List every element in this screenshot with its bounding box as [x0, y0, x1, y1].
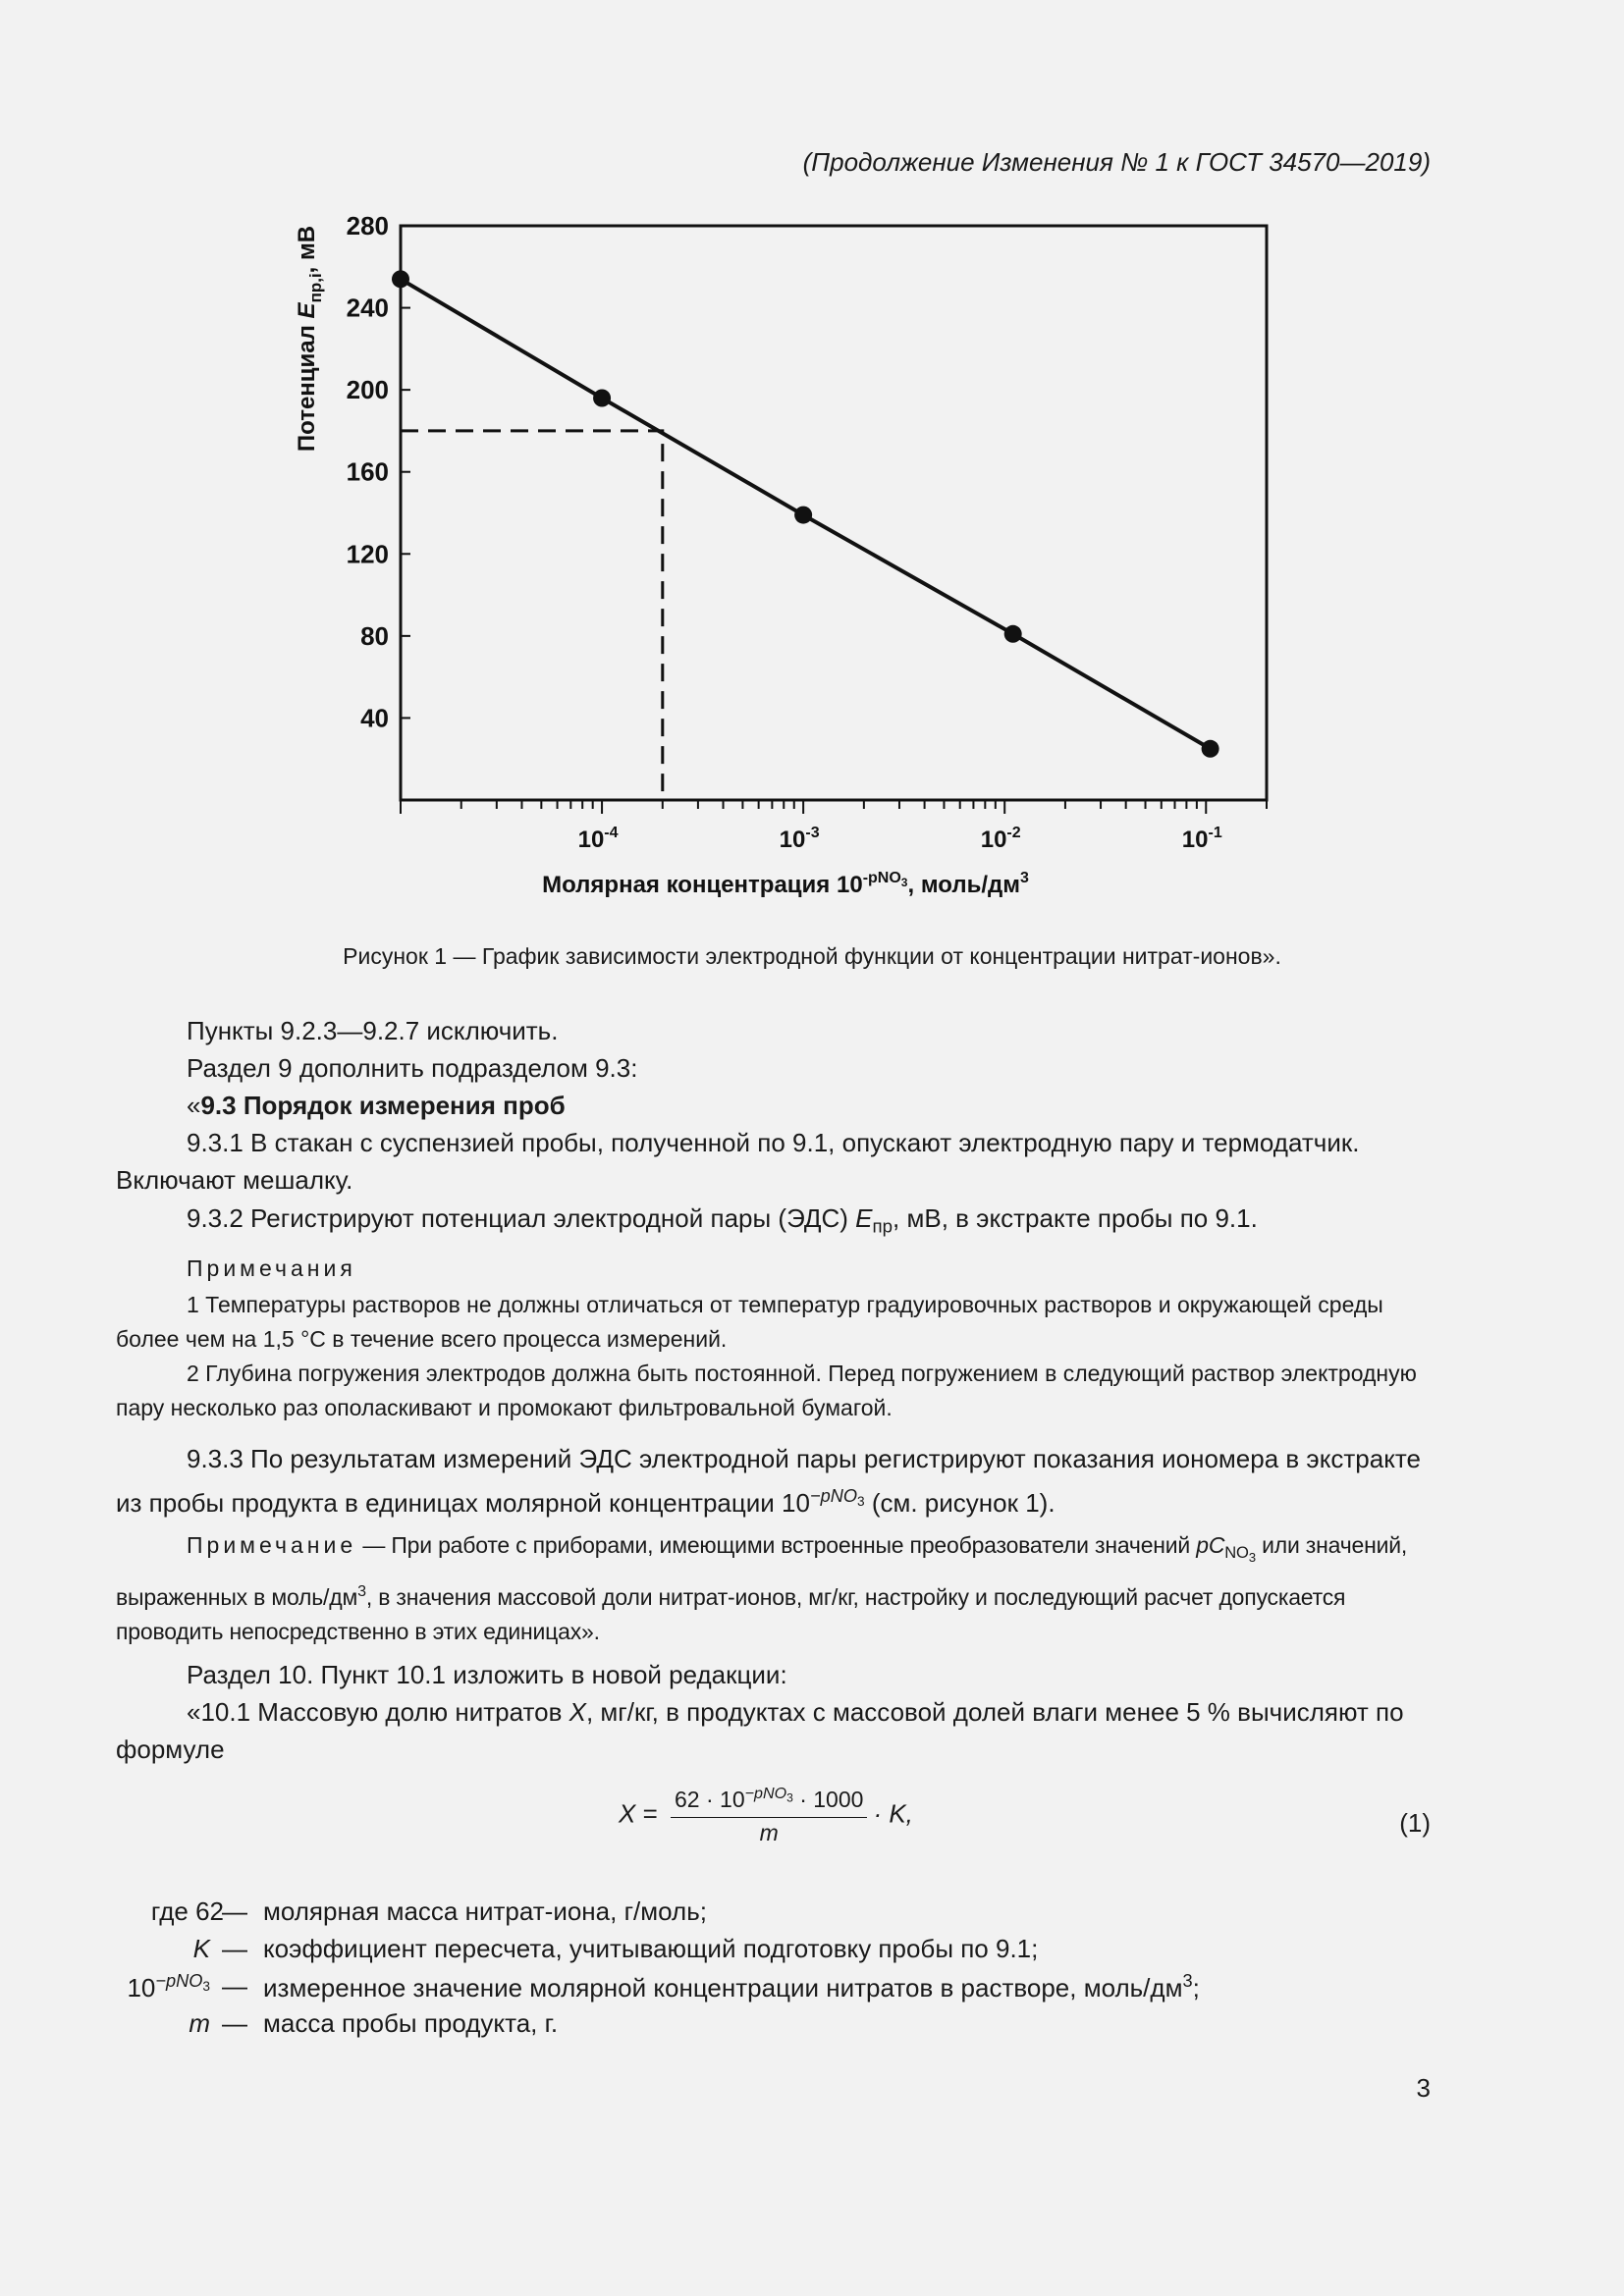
reference-dashed-line — [401, 431, 663, 800]
chart-marks — [392, 270, 1219, 800]
data-point — [1202, 740, 1219, 758]
y-tick-label: 240 — [346, 293, 389, 323]
paragraph-section-10: Раздел 10. Пункт 10.1 изложить в новой редакции: — [187, 1660, 787, 1689]
formula-numerator: $62 \cdot 10^{-pNO_3} \cdot 1000$ — [671, 1785, 867, 1818]
section-heading — [116, 1087, 1432, 1124]
y-tick-label: 160 — [346, 456, 389, 487]
paragraph-9-3-3: 9.3.3 По результатам измерений ЭДС электродной пары регистрируют показания иономера в экстракте из пробы продукта в единицах молярной концентрации $10^{-pNO_3}$ (см. рисунок 1). — [116, 1444, 1421, 1518]
y-tick-label: 200 — [346, 375, 389, 405]
note-3: Примечание — При работе с приборами, имеющими встроенные преобразователи значений $pC_{NO_3}$ или значений, выраженных в моль/$дм^3$, в значения массовой доли нитрат-ионов, мг/кг, настройку и последующий расчет допускается проводить непосредственно в этих единицах». — [116, 1532, 1408, 1644]
formula-denominator: m — [759, 1819, 779, 1845]
y-tick-label: 80 — [360, 620, 389, 651]
formula-lhs: X — [619, 1798, 636, 1829]
plot-frame — [401, 226, 1267, 800]
chart-ylabel: Потенциал $E_{пр,i}$, мВ — [294, 225, 325, 453]
formula-legend: где 62 — молярная масса нитрат-иона, г/моль; K — коэффициент пересчета, учитывающий подготовку пробы по 9.1; $10^{-pNO_3}$ — измеренное значение молярной концентрации нитратов в растворе, моль/$дм^3$; m — масса пробы продукта, г. — [127, 1896, 1200, 2038]
x-tick-label: $10^{-2}$ — [980, 825, 1021, 853]
y-tick-label: 280 — [346, 211, 389, 240]
data-point — [593, 390, 611, 407]
paragraph-exclude: Пункты 9.2.3—9.2.7 исключить. — [187, 1016, 559, 1045]
data-point — [1004, 625, 1022, 643]
note-2: 2 Глубина погружения электродов должна быть постоянной. Перед погружением в следующий раствор электродную пару несколько раз ополаскивают и промокают фильтровальной бумагой. — [116, 1361, 1417, 1420]
y-tick-label: 40 — [360, 703, 389, 733]
quote-mark: « — [187, 1091, 201, 1120]
y-tick-label: 120 — [346, 539, 389, 569]
formula-fraction — [671, 1785, 867, 1846]
data-point — [794, 507, 812, 524]
page-header: (Продолжение Изменения № 1 к ГОСТ 34570—2019) — [802, 147, 1431, 177]
x-tick-label: $10^{-4}$ — [577, 825, 619, 853]
var-x: X — [568, 1697, 586, 1727]
x-tick-label: $10^{-1}$ — [1181, 825, 1222, 853]
page-number: 3 — [1416, 2073, 1431, 2103]
paragraph-10-1: «10.1 Массовую долю нитратов X, мг/кг, в продуктах с массовой долей влаги менее 5 % вычисляют по формуле — [116, 1697, 1404, 1764]
var-e: E — [855, 1203, 873, 1233]
paragraph-9-3-1: 9.3.1 В стакан с суспензией пробы, полученной по 9.1, опускают электродную пару и термодатчик. Включают мешалку. — [116, 1128, 1360, 1195]
calibration-chart — [245, 196, 1326, 923]
formula — [619, 1785, 913, 1846]
paragraph-add-subsection: Раздел 9 дополнить подразделом 9.3: — [187, 1053, 638, 1083]
paragraph-9-3-2: 9.3.2 Регистрируют потенциал электродной пары (ЭДС) $E_{пр}$, мВ, в экстракте пробы по 9.1. — [187, 1203, 1258, 1237]
formula-eq: = — [642, 1798, 658, 1829]
x-tick-label: $10^{-3}$ — [779, 825, 820, 853]
note-1: 1 Температуры растворов не должны отличаться от температур градуировочных растворов и окружающей среды более чем на 1,5 °С в течение всего процесса измерений. — [116, 1292, 1383, 1352]
chart-axes — [347, 211, 1267, 853]
data-point — [392, 270, 409, 288]
figure-caption: Рисунок 1 — График зависимости электродной функции от концентрации нитрат-ионов». — [343, 943, 1281, 969]
chart-xlabel: Молярная концентрация $10^{-pNO}3$, моль/$дм^3$ — [542, 870, 1029, 898]
notes-title: Примечания — [187, 1255, 356, 1281]
section-title: 9.3 Порядок измерения проб — [200, 1091, 566, 1120]
formula-number: (1) — [1399, 1808, 1431, 1838]
formula-tail: · K, — [873, 1798, 913, 1829]
